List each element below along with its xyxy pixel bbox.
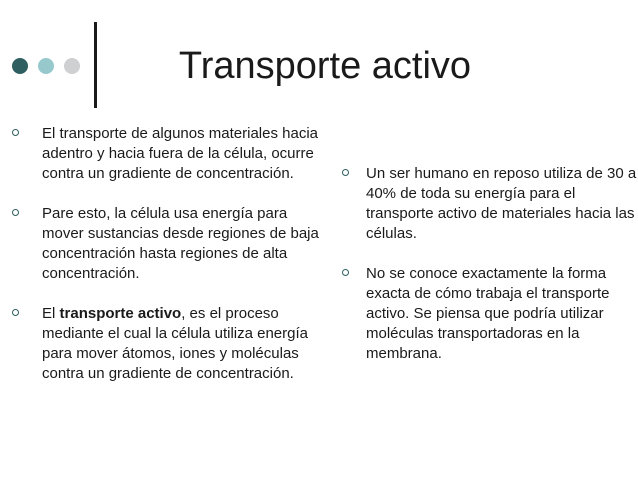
decor-dot-dark: [12, 58, 28, 74]
bullet-text: El transporte de algunos materiales hacia adentro y hacia fuera de la célula, ocurre contra un gradiente de concentración.: [42, 125, 318, 182]
bullet-text: Un ser humano en reposo utiliza de 30 a 40% de toda su energía para el transporte activo de materiales hacia las células.: [366, 165, 637, 242]
decor-dot-light: [38, 58, 54, 74]
slide-title: Transporte activo: [178, 45, 472, 87]
title-divider: [94, 22, 97, 108]
bullet-item: [0, 124, 330, 184]
bullet-icon: [342, 269, 349, 276]
bullet-text-suffix: , es el proceso mediante el cual la célula utiliza energía para mover átomos, iones y moléculas contra un gradiente de concentración.: [42, 305, 308, 382]
bullet-text: No se conoce exactamente la forma exacta de cómo trabaja el transporte activo. Se piensa que podría utilizar moléculas transportadoras en la membrana.: [366, 265, 610, 362]
decor-dot-gray: [64, 58, 80, 74]
bullet-text-prefix: El: [42, 305, 60, 322]
bullet-item: [0, 204, 330, 284]
bullet-text: [42, 304, 330, 384]
bullet-icon: [12, 129, 19, 136]
left-column: [0, 124, 330, 404]
bullet-item: [322, 164, 638, 244]
bullet-text: Pare esto, la célula usa energía para mover sustancias desde regiones de baja concentración hasta regiones de alta concentración.: [42, 205, 319, 282]
bullet-icon: [12, 209, 19, 216]
bullet-item: [0, 304, 330, 384]
bullet-icon: [342, 169, 349, 176]
bullet-text-bold: transporte activo: [59, 305, 182, 322]
bullet-item: [322, 264, 638, 364]
bullet-icon: [12, 309, 19, 316]
right-column: [322, 164, 638, 384]
